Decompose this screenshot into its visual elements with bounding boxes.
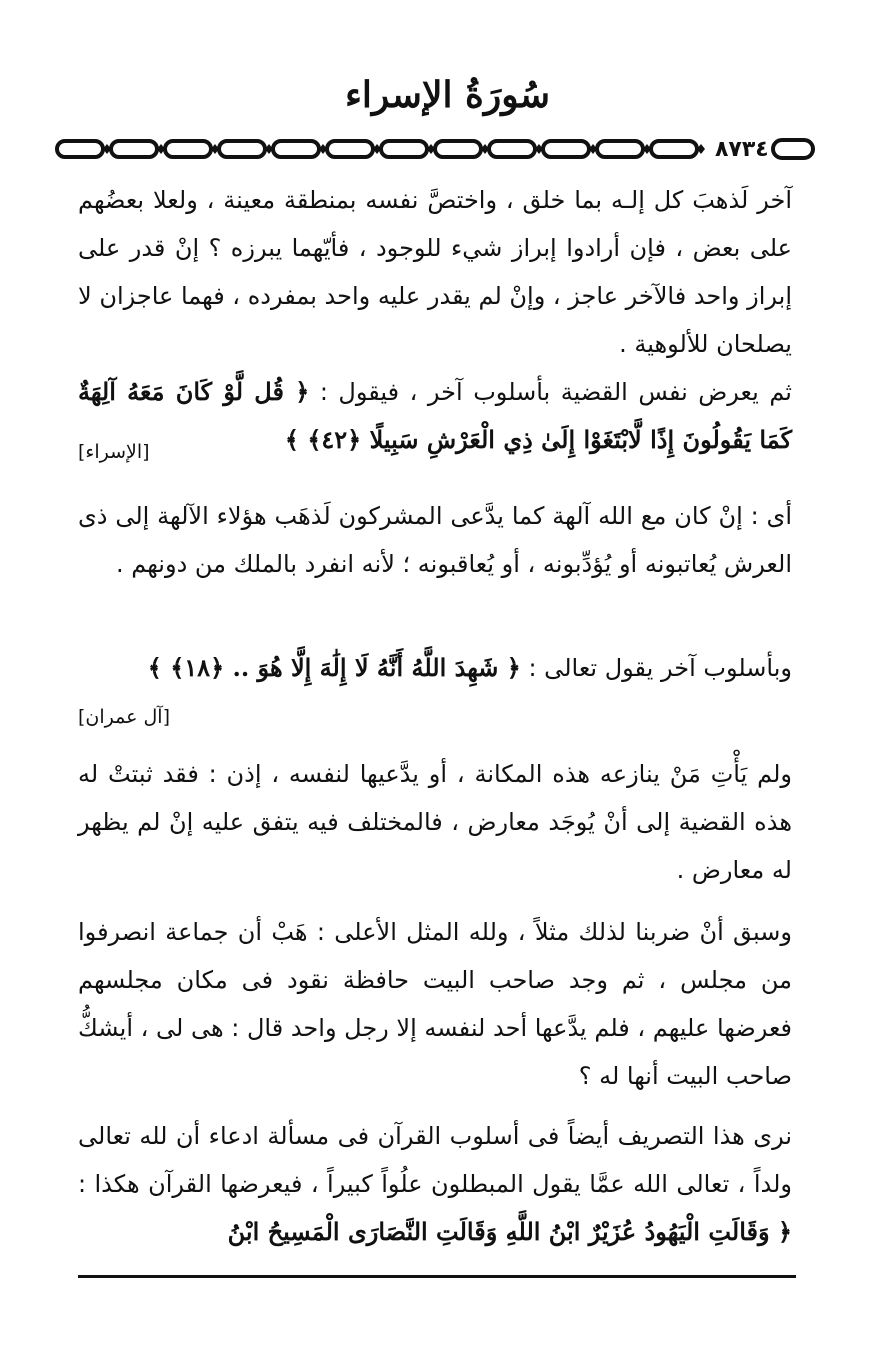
- ornament-link: [219, 141, 265, 157]
- paragraph-3: أى : إنْ كان مع الله آلهة كما يدَّعى المشركون لَذهَب هؤلاء الآلهة إلى ذى العرش يُعاتبونه أو يُؤدِّبونه ، أو يُعاقبونه ؛ لأنه انفرد بالملك من دونهم .: [78, 502, 792, 578]
- ornament-link: [651, 141, 697, 157]
- page-number-text: ٨٧٣٤: [715, 136, 769, 162]
- paragraph-4: [78, 644, 792, 692]
- ornamental-border-rule: [55, 137, 715, 161]
- verse-reference-isra: [الإسراء]: [78, 441, 150, 463]
- ornament-link: [597, 141, 643, 157]
- quran-verse-tawbah-30: ﴿ وَقَالَتِ الْيَهُودُ عُزَيْرٌ ابْنُ اللَّهِ وَقَالَتِ النَّصَارَى الْمَسِيحُ ابْنُ: [227, 1217, 792, 1246]
- paragraph-7: [78, 1112, 792, 1256]
- ornament-link: [327, 141, 373, 157]
- ornament-link: [543, 141, 589, 157]
- ornament-link: [381, 141, 427, 157]
- verse-reference-al-imran: [آل عمران]: [78, 706, 170, 728]
- paragraph-5: ولم يَأْتِ مَنْ ينازعه هذه المكانة ، أو يدَّعيها لنفسه ، إذن : فقد ثبتتْ له هذه القضية إلى أنْ يُوجَد معارض ، فالمختلف فيه يتفق عليه إنْ لم يظهر له معارض .: [78, 760, 792, 884]
- page-number-ornament: [771, 137, 815, 161]
- ornament-link: [273, 141, 319, 157]
- paragraph-2: [78, 368, 792, 464]
- page-number: [715, 133, 815, 165]
- ornament-link: [165, 141, 211, 157]
- quran-verse-al-imran-18: ﴿ شَهِدَ اللَّهُ أَنَّهُ لَا إِلَٰهَ إِلَّا هُوَ .. ﴿١٨﴾ ﴾: [147, 653, 521, 682]
- ornament-link: [489, 141, 535, 157]
- paragraph-1: آخر لَذهبَ كل إلـه بما خلق ، واختصَّ نفسه بمنطقة معينة ، ولعلا بعضُهم على بعض ، فإن أرادوا إبراز شيء للوجود ، فأيّهما يبرزه ؟ إنْ قدر على إبراز واحد فالآخر عاجز ، وإنْ لم يقدر عليه واحد بمفرده ، فهما عاجزان لا يصلحان للألوهية .: [78, 186, 792, 358]
- ornament-link: [57, 141, 103, 157]
- footer-rule: [78, 1275, 796, 1278]
- paragraph-6: وسبق أنْ ضربنا لذلك مثلاً ، ولله المثل الأعلى : هَبْ أن جماعة انصرفوا من مجلس ، ثم وجد صاحب البيت حافظة نقود فى مكان مجلسهم فعرضها عليهم ، فلم يدَّعها أحد لنفسه إلا رجل واحد قال : هى لى ، أيشكُّ صاحب البيت أنها له ؟: [78, 918, 792, 1090]
- ornament-link: [435, 141, 481, 157]
- paragraph-7-intro: نرى هذا التصريف أيضاً فى أسلوب القرآن فى مسألة ادعاء أن لله تعالى ولداً ، تعالى الله عمَّا يقول المبطلون علُواً كبيراً ، فيعرضها القرآن هكذا :: [78, 1122, 792, 1198]
- paragraph-2-intro: ثم يعرض نفس القضية بأسلوب آخر ، فيقول :: [319, 378, 792, 406]
- ornament-link: [111, 141, 157, 157]
- paragraph-4-intro: وبأسلوب آخر يقول تعالى :: [528, 654, 792, 682]
- quran-verse-isra-42: ﴿ قُل لَّوْ كَانَ مَعَهُ آلِهَةٌ كَمَا يَقُولُونَ إِذًا لَّابْتَغَوْا إِلَىٰ ذِي الْعَرْشِ سَبِيلًا ﴿٤٢﴾ ﴾: [78, 377, 792, 454]
- surah-title: سُورَةُ الإسراء: [344, 74, 551, 116]
